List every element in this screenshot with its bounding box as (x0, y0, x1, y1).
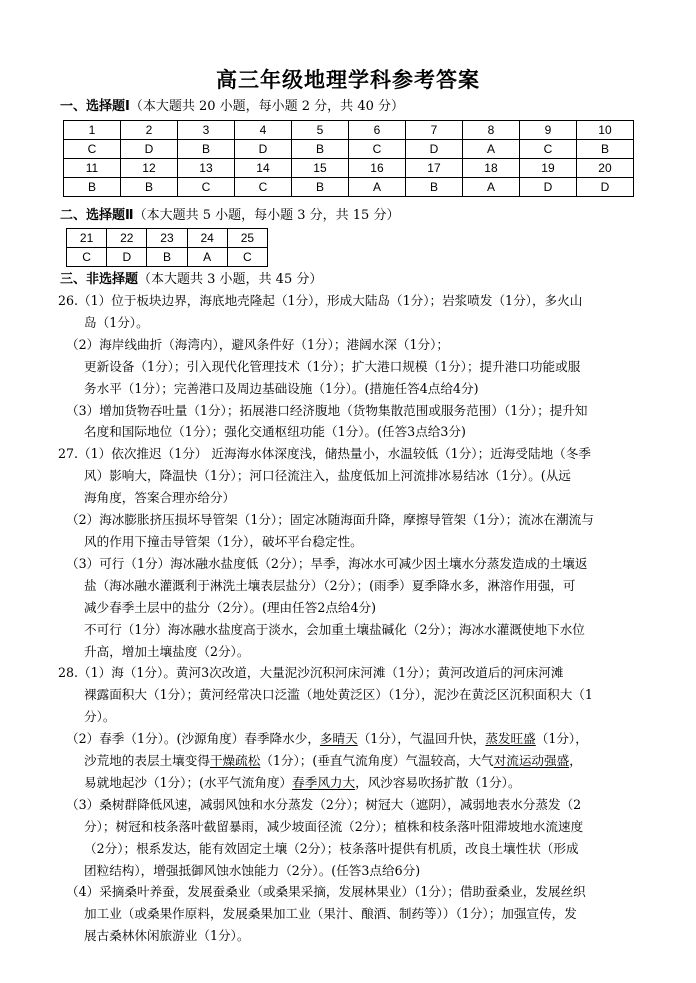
table-cell: 19 (519, 159, 576, 178)
table-cell: D (405, 140, 462, 159)
table-cell: 6 (348, 121, 405, 140)
underlined-key-phrase: 春季风力大 (292, 774, 356, 790)
table-row (64, 159, 634, 178)
section3-title: 三、非选择题 (60, 272, 139, 287)
table-cell: A (348, 178, 405, 197)
text-run: ， (569, 753, 582, 769)
table-cell: C (67, 248, 107, 267)
section3-heading (60, 271, 322, 289)
section2-heading (60, 207, 399, 225)
answer-line: （4）采摘桑叶养蚕，发展蚕桑业（或桑果采摘，发展林果业）（1分）；借助蚕桑业，发展丝织 (66, 884, 586, 900)
table-cell: 10 (576, 121, 633, 140)
text-run: 易就地起沙（1分）；(水平气流角度） (84, 774, 293, 790)
answer-line: （2）海岸线曲折（海湾内），避风条件好（1分）；港阔水深（1分）； (66, 336, 449, 352)
table-cell: 14 (234, 159, 291, 178)
table-row (64, 178, 634, 197)
table-cell: 22 (107, 229, 147, 248)
table-cell: 15 (291, 159, 348, 178)
table-cell: 18 (462, 159, 519, 178)
answer-line: 不可行（1分）海冰融水盐度高于淡水，会加重土壤盐碱化（2分）；海冰水灌溉使地下水位 (84, 621, 585, 637)
table-cell: A (462, 178, 519, 197)
answer-line: 28.（1）海（1分）。黄河3次改道，大量泥沙沉积河床河滩（1分）；黄河改道后的河床河滩 (58, 665, 564, 681)
table-cell: D (576, 178, 633, 197)
answer-line-underlined (58, 772, 640, 794)
answer-line: 裸露面积大（1分）；黄河经常决口泛滥（地处黄泛区）（1分），泥沙在黄泛区沉积面积大（1 (84, 687, 593, 703)
table-cell: C (234, 178, 291, 197)
answer-line: 海角度，答案合理亦给分） (84, 490, 236, 506)
answer-line: 风）影响大，降温快（1分）；河口径流注入，盐度低加上河流排冰易结冰（1分）。(从远 (84, 468, 571, 484)
text-run: （1分）；(垂直气流角度）气温较高，大气 (260, 753, 494, 769)
table-cell: 23 (147, 229, 187, 248)
answer-line: 升高，增加土壤盐度（2分）。 (84, 643, 250, 659)
table-cell: C (177, 178, 234, 197)
answer-line-underlined (58, 750, 640, 772)
table-cell: 9 (519, 121, 576, 140)
answer-line: （3）桑树群降低风速，减弱风蚀和水分蒸发（2分）；树冠大（遮阴），减弱地表水分蒸发（2 (66, 796, 582, 812)
section1-heading (60, 98, 404, 116)
choice-answer-table-2 (66, 228, 268, 267)
table-cell: 17 (405, 159, 462, 178)
answer-line: 更新设备（1分）；引入现代化管理技术（1分）；扩大港口规模（1分）；提升港口功能或服 (84, 358, 581, 374)
table-row (67, 248, 268, 267)
table-cell: C (227, 248, 267, 267)
answer-line: 岛（1分）。 (84, 314, 149, 330)
table-cell: D (120, 140, 177, 159)
section2-note: （本大题共 5 小题，每小题 3 分，共 15 分） (133, 208, 400, 223)
table-row (64, 121, 634, 140)
table-cell: 20 (576, 159, 633, 178)
answer-line: 盐（海冰融水灌溉利于淋洗土壤表层盐分）（2分）；(雨季）夏季降水多，淋溶作用强，可 (84, 577, 576, 593)
table-cell: 4 (234, 121, 291, 140)
table-cell: 12 (120, 159, 177, 178)
underlined-key-phrase: 干燥疏松 (209, 753, 261, 769)
table-cell: D (519, 178, 576, 197)
section1-title: 一、选择题Ⅰ (60, 99, 130, 114)
table-cell: B (576, 140, 633, 159)
answer-line: 分）；树冠和枝条落叶截留暴雨，减少坡面径流（2分）；植株和枝条落叶阻滞坡地水流速度 (84, 818, 584, 834)
underlined-key-phrase: 蒸发旺盛 (485, 731, 536, 747)
table-cell: B (177, 140, 234, 159)
answer-line: 分）。 (84, 709, 116, 725)
answer-line: 务水平（1分）；完善港口及周边基础设施（1分）。(措施任答4点给4分) (84, 380, 479, 396)
text-run: （1分），气温回升快， (357, 731, 486, 747)
answer-line-underlined (58, 728, 640, 750)
table-row (64, 140, 634, 159)
answer-line: 展古桑林休闲旅游业（1分）。 (84, 928, 250, 944)
underlined-key-phrase: 对流运动强盛 (493, 753, 570, 769)
underlined-key-phrase: 多晴天 (319, 731, 358, 747)
answer-line: （3）增加货物吞吐量（1分）；拓展港口经济腹地（货物集散范围或服务范围）（1分）；提升知 (66, 402, 588, 418)
table-cell: B (147, 248, 187, 267)
choice-answer-table-1 (63, 120, 634, 197)
answer-line: 团粒结构），增强抵御风蚀水蚀能力（2分）。(任答3点给6分) (84, 862, 421, 878)
table-cell: 5 (291, 121, 348, 140)
answer-line: 加工业（或桑果作原料，发展桑果加工业（果汁、酿酒、制药等））（1分）；加强宣传，发 (84, 906, 577, 922)
page-title: 高三年级地理学科参考答案 (216, 68, 480, 92)
table-cell: B (64, 178, 121, 197)
table-cell: 7 (405, 121, 462, 140)
text-run: 沙荒地的表层土壤变得 (84, 753, 210, 769)
table-cell: B (291, 140, 348, 159)
answer-line: 27.（1）依次推迟（1分） 近海海水体深度浅，储热量小，水温较低（1分）；近海受陆地（冬季 (58, 446, 591, 462)
answer-line: 名度和国际地位（1分）；强化交通枢纽功能（1分）。(任答3点给3分) (84, 424, 466, 440)
table-cell: 3 (177, 121, 234, 140)
table-cell: 25 (227, 229, 267, 248)
table-cell: C (64, 140, 121, 159)
answer-body (58, 290, 640, 947)
table-cell: 1 (64, 121, 121, 140)
table-row (67, 229, 268, 248)
answer-line: （3）可行（1分）海冰融水盐度低（2分）；旱季，海冰水可减少因土壤水分蒸发造成的土壤返 (66, 555, 588, 571)
table-cell: 21 (67, 229, 107, 248)
table-cell: A (462, 140, 519, 159)
table-cell: 16 (348, 159, 405, 178)
table-cell: C (519, 140, 576, 159)
answer-line: （2分）；根系发达，能有效固定土壤（2分）；枝条落叶提供有机质，改良土壤性状（形成 (84, 840, 579, 856)
table-cell: B (120, 178, 177, 197)
answer-line: 26.（1）位于板块边界，海底地壳隆起（1分），形成大陆岛（1分）；岩浆喷发（1分），多火山 (58, 293, 583, 308)
table-cell: D (234, 140, 291, 159)
table-cell: 24 (187, 229, 227, 248)
answer-line: 风的作用下撞击导管架（1分），破坏平台稳定性。 (84, 533, 363, 549)
section2-title: 二、选择题Ⅱ (60, 208, 134, 223)
table-cell: C (348, 140, 405, 159)
table-cell: 8 (462, 121, 519, 140)
text-run: ，风沙容易吹扬扩散（1分）。 (355, 774, 521, 790)
table-cell: B (405, 178, 462, 197)
text-run: （1分）， (535, 731, 588, 747)
table-cell: D (107, 248, 147, 267)
table-cell: 13 (177, 159, 234, 178)
section1-note: （本大题共 20 小题，每小题 2 分，共 40 分） (129, 99, 404, 114)
section3-note: （本大题共 3 小题，共 45 分） (138, 272, 323, 287)
table-cell: 2 (120, 121, 177, 140)
answer-line: （2）海冰膨胀挤压损坏导管架（1分）；固定冰随海面升降，摩擦导管架（1分）；流冰在潮流与 (66, 512, 594, 528)
table-cell: A (187, 248, 227, 267)
text-run: （2）春季（1分）。(沙源角度）春季降水少， (66, 731, 320, 747)
table-cell: B (291, 178, 348, 197)
table-cell: 11 (64, 159, 121, 178)
answer-line: 减少春季土层中的盐分（2分）。(理由任答2点给4分) (84, 599, 377, 615)
